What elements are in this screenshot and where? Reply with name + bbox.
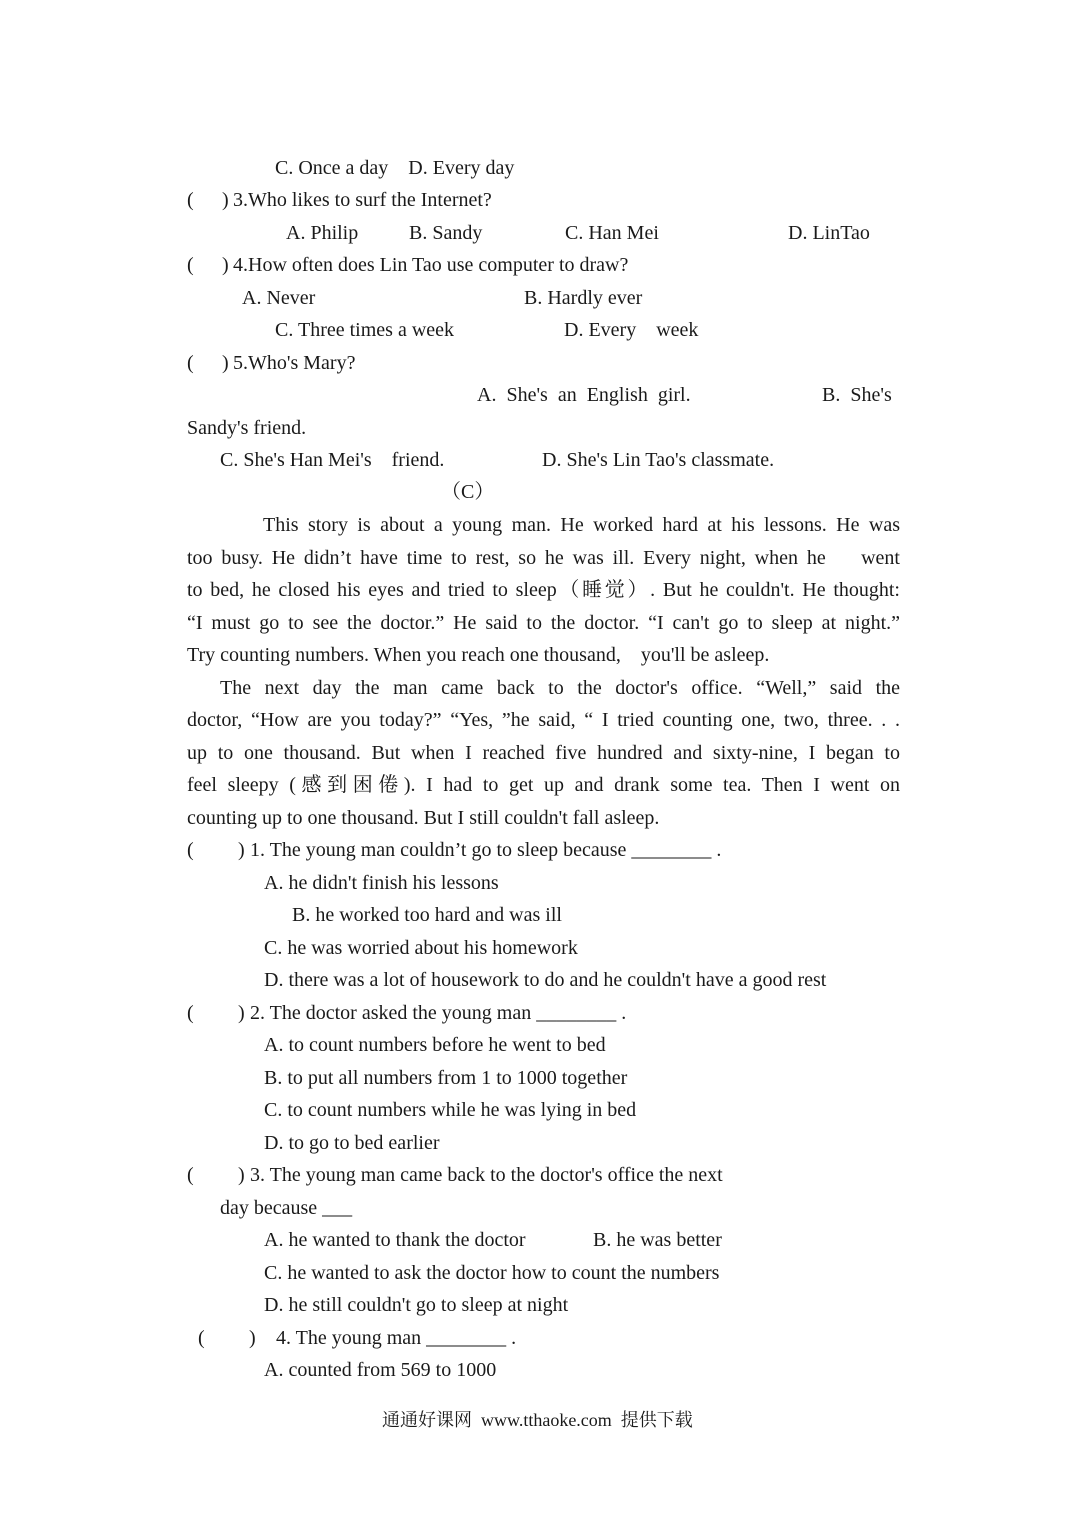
page-footer: 通通好课网 www.tthaoke.com 提供下载 — [382, 1410, 693, 1430]
answer-paren-close: ) — [238, 1164, 245, 1186]
answer-paren-open: ( — [187, 189, 194, 211]
passage-line: “I must go to see the doctor.” He said to the doctor. “I can't go to sleep at night.” — [187, 612, 900, 634]
answer-paren-close: ) — [249, 1327, 256, 1349]
question-4-option-c: C. Three times a week — [275, 319, 455, 341]
passage-line: feel sleepy (感到困倦). I had to get up and drank some tea. Then I went on — [187, 774, 900, 796]
answer-paren-open: ( — [187, 1164, 194, 1186]
answer-paren-open: ( — [187, 1002, 194, 1024]
c-question-1-option-c: C. he was worried about his homework — [264, 937, 578, 959]
question-5-text: 5.Who's Mary? — [233, 352, 356, 374]
passage-line: too busy. He didn’t have time to rest, so he was ill. Every night, when he went — [187, 547, 900, 569]
question-5-option-b-continued: Sandy's friend. — [187, 417, 307, 439]
c-question-2-option-d: D. to go to bed earlier — [264, 1132, 440, 1154]
question-5-option-d: D. She's Lin Tao's classmate. — [542, 449, 775, 471]
section-heading: （C） — [441, 481, 495, 503]
question-3-option-d: D. LinTao — [788, 222, 870, 244]
prev-question-options-cd: C. Once a day D. Every day — [275, 157, 515, 179]
answer-paren-open: ( — [187, 352, 194, 374]
question-3-option-c: C. Han Mei — [565, 222, 659, 244]
passage-line: The next day the man came back to the doctor's office. “Well,” said the — [220, 677, 900, 699]
c-question-1-option-d: D. there was a lot of housework to do and he couldn't have a good rest — [264, 969, 827, 991]
c-question-3-option-d: D. he still couldn't go to sleep at night — [264, 1294, 569, 1316]
c-question-2-option-a: A. to count numbers before he went to bed — [264, 1034, 606, 1056]
c-question-2-text: 2. The doctor asked the young man ________ . — [250, 1002, 627, 1024]
c-question-3-option-c: C. he wanted to ask the doctor how to count the numbers — [264, 1262, 720, 1284]
c-question-4-text: 4. The young man ________ . — [276, 1327, 517, 1349]
c-question-4-option-a: A. counted from 569 to 1000 — [264, 1359, 497, 1381]
c-question-3-option-a: A. he wanted to thank the doctor — [264, 1229, 526, 1251]
answer-paren-close: ) — [238, 839, 245, 861]
answer-paren-open: ( — [187, 839, 194, 861]
question-4-option-d: D. Every week — [564, 319, 699, 341]
c-question-2-option-b: B. to put all numbers from 1 to 1000 together — [264, 1067, 628, 1089]
passage-line: Try counting numbers. When you reach one thousand, you'll be asleep. — [187, 644, 770, 666]
c-question-2-option-c: C. to count numbers while he was lying in bed — [264, 1099, 637, 1121]
question-3-option-b: B. Sandy — [409, 222, 483, 244]
passage-line: doctor, “How are you today?” “Yes, ”he said, “ I tried counting one, two, three. . . — [187, 709, 900, 731]
question-4-option-a: A. Never — [242, 287, 316, 309]
passage-line: up to one thousand. But when I reached five hundred and sixty-nine, I began to — [187, 742, 900, 764]
passage-line: counting up to one thousand. But I still couldn't fall asleep. — [187, 807, 660, 829]
c-question-3-text: 3. The young man came back to the doctor's office the next — [250, 1164, 723, 1186]
question-4-option-b: B. Hardly ever — [524, 287, 643, 309]
passage-line: This story is about a young man. He worked hard at his lessons. He was — [263, 514, 900, 536]
question-5-option-a: A. She's an English girl. — [477, 384, 691, 406]
answer-paren-close: ) — [238, 1002, 245, 1024]
question-4-text: 4.How often does Lin Tao use computer to draw? — [233, 254, 629, 276]
answer-paren-close: ) — [222, 352, 229, 374]
answer-paren-close: ) — [222, 254, 229, 276]
answer-paren-open: ( — [187, 254, 194, 276]
c-question-3-text-continued: day because ___ — [220, 1197, 353, 1219]
c-question-1-option-b: B. he worked too hard and was ill — [292, 904, 562, 926]
answer-paren-close: ) — [222, 189, 229, 211]
answer-paren-open: ( — [198, 1327, 205, 1349]
c-question-1-text: 1. The young man couldn’t go to sleep because ________ . — [250, 839, 722, 861]
c-question-1-option-a: A. he didn't finish his lessons — [264, 872, 499, 894]
c-question-3-option-b: B. he was better — [593, 1229, 722, 1251]
question-5-option-b: B. She's — [822, 384, 892, 406]
question-3-text: 3.Who likes to surf the Internet? — [233, 189, 492, 211]
question-3-option-a: A. Philip — [286, 222, 359, 244]
question-5-option-c: C. She's Han Mei's friend. — [220, 449, 445, 471]
passage-line: to bed, he closed his eyes and tried to sleep（睡觉）. But he couldn't. He thought: — [187, 579, 900, 601]
